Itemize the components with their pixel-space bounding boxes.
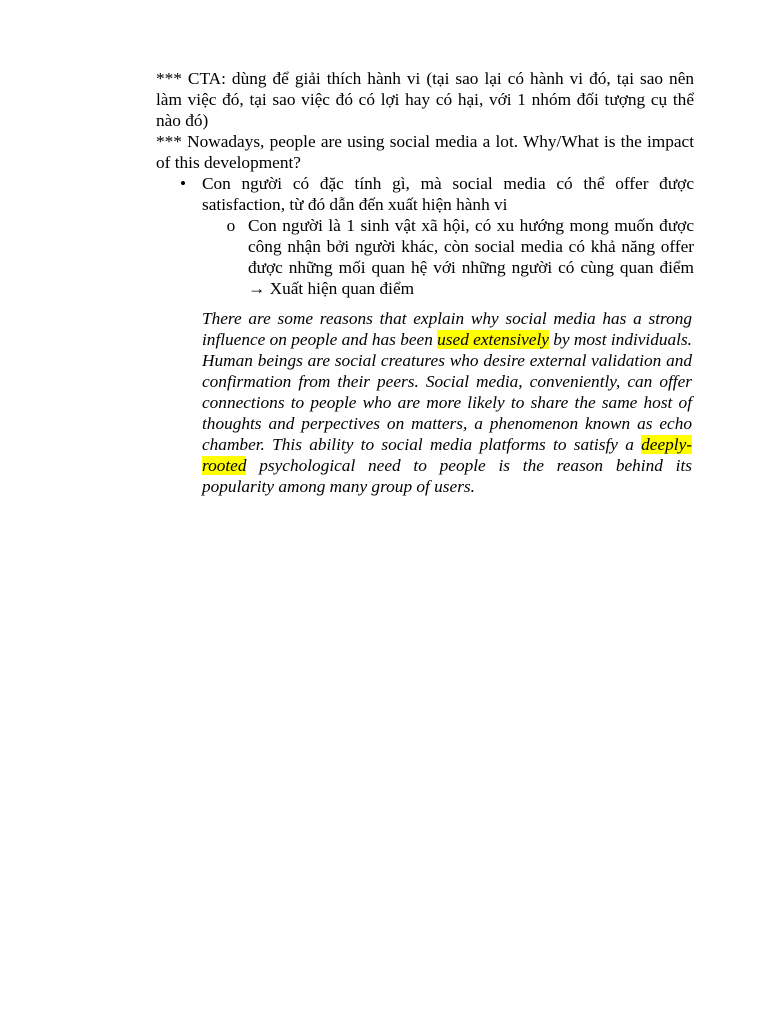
bullet-item	[179, 173, 694, 215]
answer-text-2: by most individuals. Human beings are social creatures who desire external validation and confirmation from their peers. Social media, conveniently, can offer connections to people who are more likely to share the same host of thoughts and perpectives on matters, a phenomenon known as echo chamber. This ability to social media platforms to satisfy a	[202, 330, 692, 454]
highlighted-phrase: used extensively	[437, 330, 549, 349]
bullet-marker: •	[179, 174, 187, 193]
sub-bullet-text: Con người là 1 sinh vật xã hội, có xu hướng mong muốn được công nhận bởi người khác, còn social media có khả năng offer được những mối quan hệ với những người có cùng quan điểm	[248, 216, 694, 277]
sub-bullet-item	[226, 215, 694, 299]
answer-text-1: There are some reasons that explain why social media has a strong influence on people and has been	[202, 309, 692, 349]
answer-text-3: psychological need to people is the reason behind its popularity among many group of users.	[202, 456, 692, 496]
answer-paragraph	[202, 308, 692, 497]
question-paragraph: *** Nowadays, people are using social media a lot. Why/What is the impact of this development?	[156, 132, 694, 172]
sub-bullet-conclusion: Xuất hiện quan điểm	[265, 279, 415, 298]
highlighted-phrase: deeply-rooted	[202, 435, 692, 475]
cta-note-paragraph: *** CTA: dùng để giải thích hành vi (tại sao lại có hành vi đó, tại sao nên làm việc đó, tại sao việc đó có lợi hay có hại, với 1 nhóm đối tượng cụ thể nào đó)	[156, 69, 694, 130]
document-body	[156, 68, 694, 497]
bullet-text: Con người có đặc tính gì, mà social media có thể offer được satisfaction, từ đó dẫn đến xuất hiện hành vi	[202, 174, 694, 214]
arrow-right-icon: →	[248, 279, 266, 298]
sub-bullet-marker: o	[226, 216, 236, 235]
